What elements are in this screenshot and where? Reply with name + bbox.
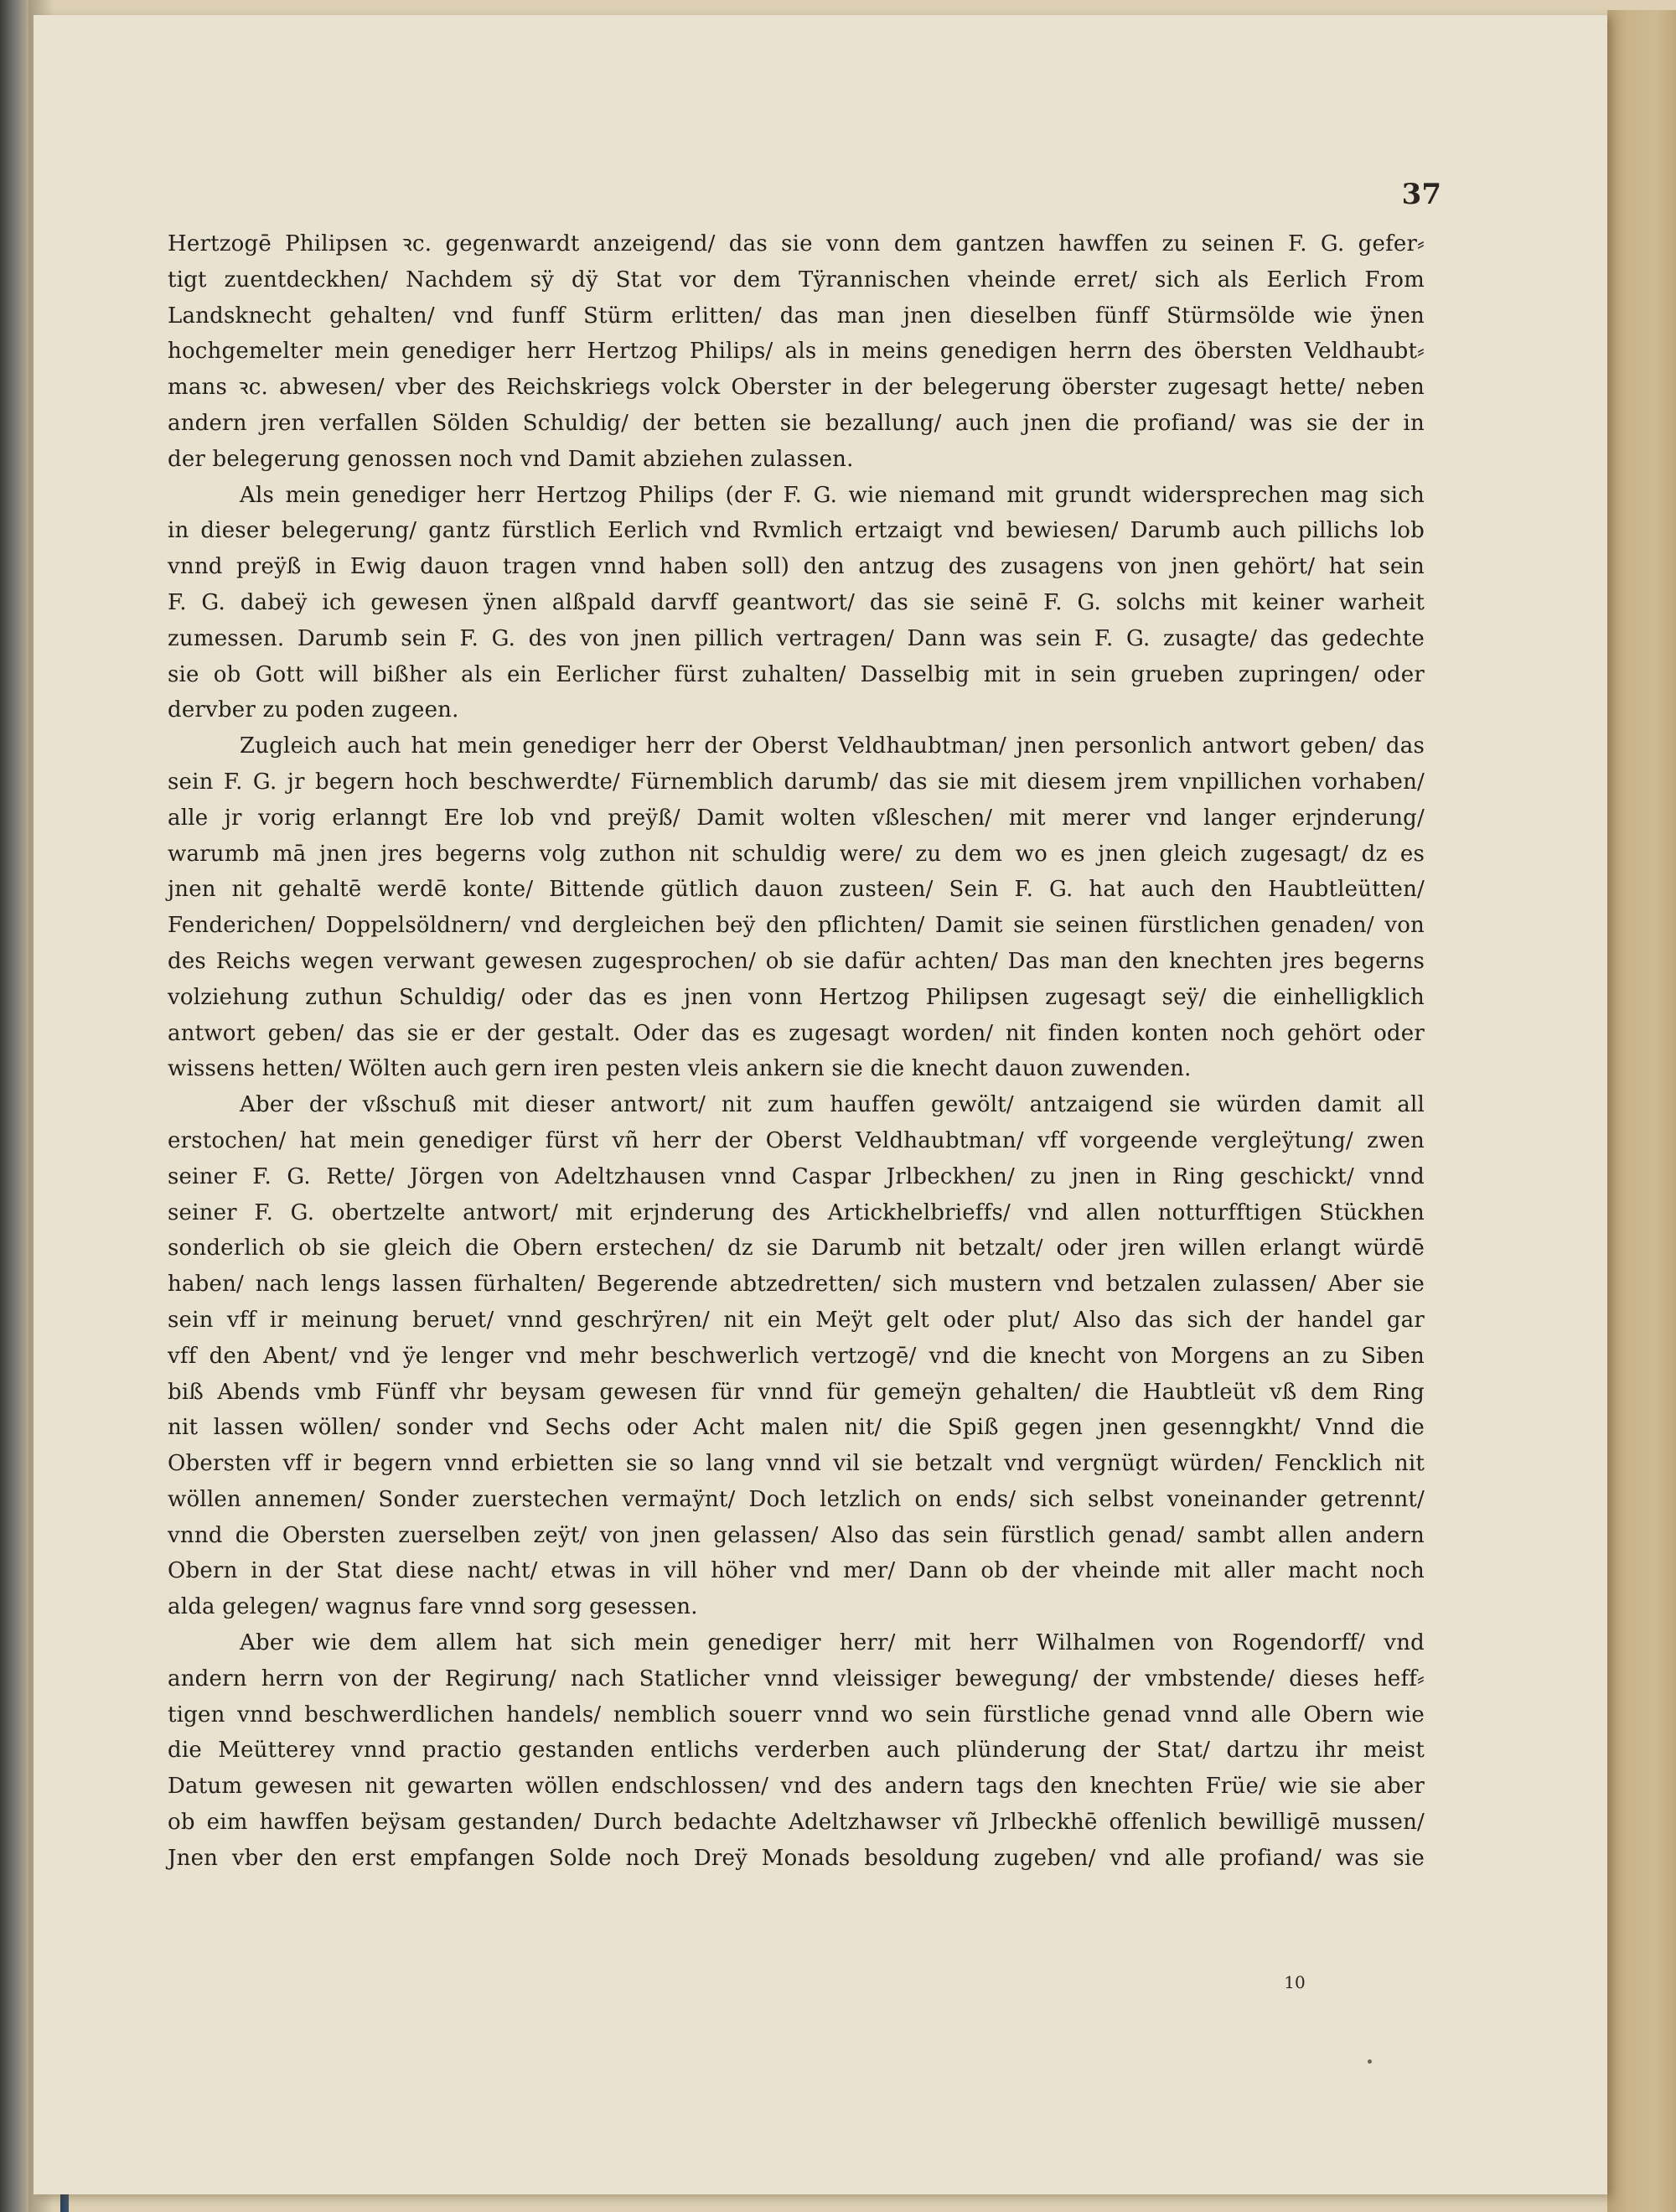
text-line: die Meütterey vnnd practio gestanden entlichs verderben auch plünderung der Stat/ dartzu ihr meist xyxy=(168,1738,1425,1764)
text-line: Aber wie dem allem hat sich mein genediger herr/ mit herr Wilhalmen von Rogendorff/ vnd xyxy=(240,1630,1425,1656)
text-line: Aber der vßschuß mit dieser antwort/ nit zum hauffen gewölt/ antzaigend sie würden damit all xyxy=(240,1092,1425,1118)
text-line: warumb mā jnen jres begerns volg zuthon nit schuldig were/ zu dem wo es jnen gleich zugesagt/ dz es xyxy=(168,841,1425,867)
text-line: vnnd preÿß in Ewig dauon tragen vnnd haben soll) den antzug des zusagens von jnen gehört/ hat sein xyxy=(168,554,1425,580)
text-line: andern jren verfallen Sölden Schuldig/ der betten sie bezallung/ auch jnen die profiand/ was sie der in xyxy=(168,410,1425,436)
text-line: Landsknecht gehalten/ vnd funff Stürm erlitten/ das man jnen dieselben fünff Stürmsölde wie ÿnen xyxy=(168,303,1425,329)
text-line: nit lassen wöllen/ sonder vnd Sechs oder Acht malen nit/ die Spiß gegen jnen gesenngkht/ Vnnd die xyxy=(168,1415,1425,1441)
text-line: vff den Abent/ vnd ÿe lenger vnd mehr beschwerlich vertzogē/ vnd die knecht von Morgens an zu Siben xyxy=(168,1343,1425,1369)
text-line: tigen vnnd beschwerdlichen handels/ nemblich souerr vnnd wo sein fürstliche genad vnnd alle Obern wie xyxy=(168,1702,1425,1728)
page-number: 37 xyxy=(1401,178,1441,211)
book-board-edge xyxy=(1607,10,1676,2212)
text-line: Datum gewesen nit gewarten wöllen endschlossen/ vnd des andern tags den knechten Früe/ wie sie aber xyxy=(168,1774,1425,1800)
text-line: sonderlich ob sie gleich die Obern erstechen/ dz sie Darumb nit betzalt/ oder jren willen erlangt würdē xyxy=(168,1236,1425,1261)
text-line: antwort geben/ das sie er der gestalt. Oder das es zugesagt worden/ nit finden konten noch gehört oder xyxy=(168,1020,1425,1046)
text-line: biß Abends vmb Fünff vhr beysam gewesen für vnnd für gemeÿn gehalten/ die Haubtleüt vß dem Ring xyxy=(168,1379,1425,1405)
text-line: hochgemelter mein genediger herr Hertzog Philips/ als in meins genedigen herrn des öbersten Veldhaubt⸗ xyxy=(168,339,1425,365)
page-text xyxy=(168,226,1425,1877)
text-line: seiner F. G. obertzelte antwort/ mit erjnderung des Artickhelbrieffs/ vnd allen notturfftigen Stückhen xyxy=(168,1199,1425,1225)
text-line: des Reichs wegen verwant gewesen zugesprochen/ ob sie dafür achten/ Das man den knechten jres begerns xyxy=(168,948,1425,974)
paper-speck xyxy=(1368,2059,1372,2064)
text-line: wöllen annemen/ Sonder zuerstechen vermaÿnt/ Doch letzlich on ends/ sich selbst voneinander getrennt/ xyxy=(168,1486,1425,1512)
text-line: Als mein genediger herr Hertzog Philips (der F. G. wie niemand mit grundt widersprechen mag sich xyxy=(240,482,1425,508)
text-line: Zugleich auch hat mein genediger herr der Oberst Veldhaubtman/ jnen personlich antwort geben/ das xyxy=(240,733,1425,759)
text-line: vnnd die Obersten zuerselben zeÿt/ von jnen gelassen/ Also das sein fürstlich genad/ sambt allen andern xyxy=(168,1522,1425,1548)
text-line: Fenderichen/ Doppelsöldnern/ vnd dergleichen beÿ den pflichten/ Damit sie seinen fürstlichen genaden/ von xyxy=(168,913,1425,939)
text-line: Jnen vber den erst empfangen Solde noch Dreÿ Monads besoldung zugeben/ vnd alle profiand/ was sie xyxy=(168,1845,1425,1871)
text-line: haben/ nach lengs lassen fürhalten/ Begerende abtzedretten/ sich mustern vnd betzalen zulassen/ Aber sie xyxy=(168,1272,1425,1298)
text-line: erstochen/ hat mein genediger fürst vñ herr der Oberst Veldhaubtman/ vff vorgeende vergleÿtung/ zwen xyxy=(168,1127,1425,1153)
text-line: in dieser belegerung/ gantz fürstlich Eerlich vnd Rvmlich ertzaigt vnd bewiesen/ Darumb auch pillichs lob xyxy=(168,518,1425,544)
text-line: ob eim hawffen beÿsam gestanden/ Durch bedachte Adeltzhawser vñ Jrlbeckhē offenlich bewilligē mussen/ xyxy=(168,1810,1425,1836)
text-line: der belegerung genossen noch vnd Damit abziehen zulassen. xyxy=(168,446,854,472)
text-line: alda gelegen/ wagnus fare vnnd sorg gesessen. xyxy=(168,1594,698,1620)
text-line: wissens hetten/ Wölten auch gern iren pesten vleis ankern sie die knecht dauon zuwenden. xyxy=(168,1056,1192,1082)
text-line: Obersten vff ir begern vnnd erbietten sie so lang vnnd vil sie betzalt vnd vergnügt würden/ Fencklich nit xyxy=(168,1451,1425,1477)
text-line: volziehung zuthun Schuldig/ oder das es jnen vonn Hertzog Philipsen zugesagt seÿ/ die einhelligklich xyxy=(168,984,1425,1010)
text-line: jnen nit gehaltē werdē konte/ Bittende gütlich dauon zusteen/ Sein F. G. hat auch den Haubtleütten/ xyxy=(168,877,1425,903)
text-line: alle jr vorig erlanngt Ere lob vnd preÿß/ Damit wolten vßleschen/ mit merer vnd langer erjnderung/ xyxy=(168,805,1425,831)
text-line: mans ꝛc. abwesen/ vber des Reichskriegs volck Oberster in der belegerung öberster zugesagt hette/ neben xyxy=(168,375,1425,401)
text-line: F. G. dabeÿ ich gewesen ÿnen alßpald darvff geantwort/ das sie seinē F. G. solchs mit keiner warheit xyxy=(168,589,1425,615)
text-line: sein F. G. jr begern hoch beschwerdte/ Fürnemblich darumb/ das sie mit diesem jrem vnpillichen vorhaben/ xyxy=(168,769,1425,795)
text-line: sein vff ir meinung beruet/ vnnd geschrÿren/ nit ein Meÿt gelt oder plut/ Also das sich der handel gar xyxy=(168,1307,1425,1333)
text-line: andern herrn von der Regirung/ nach Statlicher vnnd vleissiger bewegung/ der vmbstende/ dieses heff⸗ xyxy=(168,1665,1425,1691)
text-line: tigt zuentdeckhen/ Nachdem sÿ dÿ Stat vor dem Tÿrannischen vheinde erret/ sich als Eerlich From xyxy=(168,267,1425,293)
signature-mark: 10 xyxy=(1284,1972,1306,1992)
text-line: seiner F. G. Rette/ Jörgen von Adeltzhausen vnnd Caspar Jrlbeckhen/ zu jnen in Ring geschickt/ vnnd xyxy=(168,1163,1425,1189)
text-line: Obern in der Stat diese nacht/ etwas in vill höher vnd mer/ Dann ob der vheinde mit aller macht noch xyxy=(168,1558,1425,1584)
text-line: dervber zu poden zugeen. xyxy=(168,697,459,723)
text-line: zumessen. Darumb sein F. G. des von jnen pillich vertragen/ Dann was sein F. G. zusagte/ das gedechte xyxy=(168,625,1425,651)
book-spine xyxy=(0,0,28,2212)
text-line: Hertzogē Philipsen ꝛc. gegenwardt anzeigend/ das sie vonn dem gantzen hawffen zu seinen F. G. gefer⸗ xyxy=(168,231,1425,256)
text-line: sie ob Gott will bißher als ein Eerlicher fürst zuhalten/ Dasselbig mit in sein grueben zupringen/ oder xyxy=(168,661,1425,687)
